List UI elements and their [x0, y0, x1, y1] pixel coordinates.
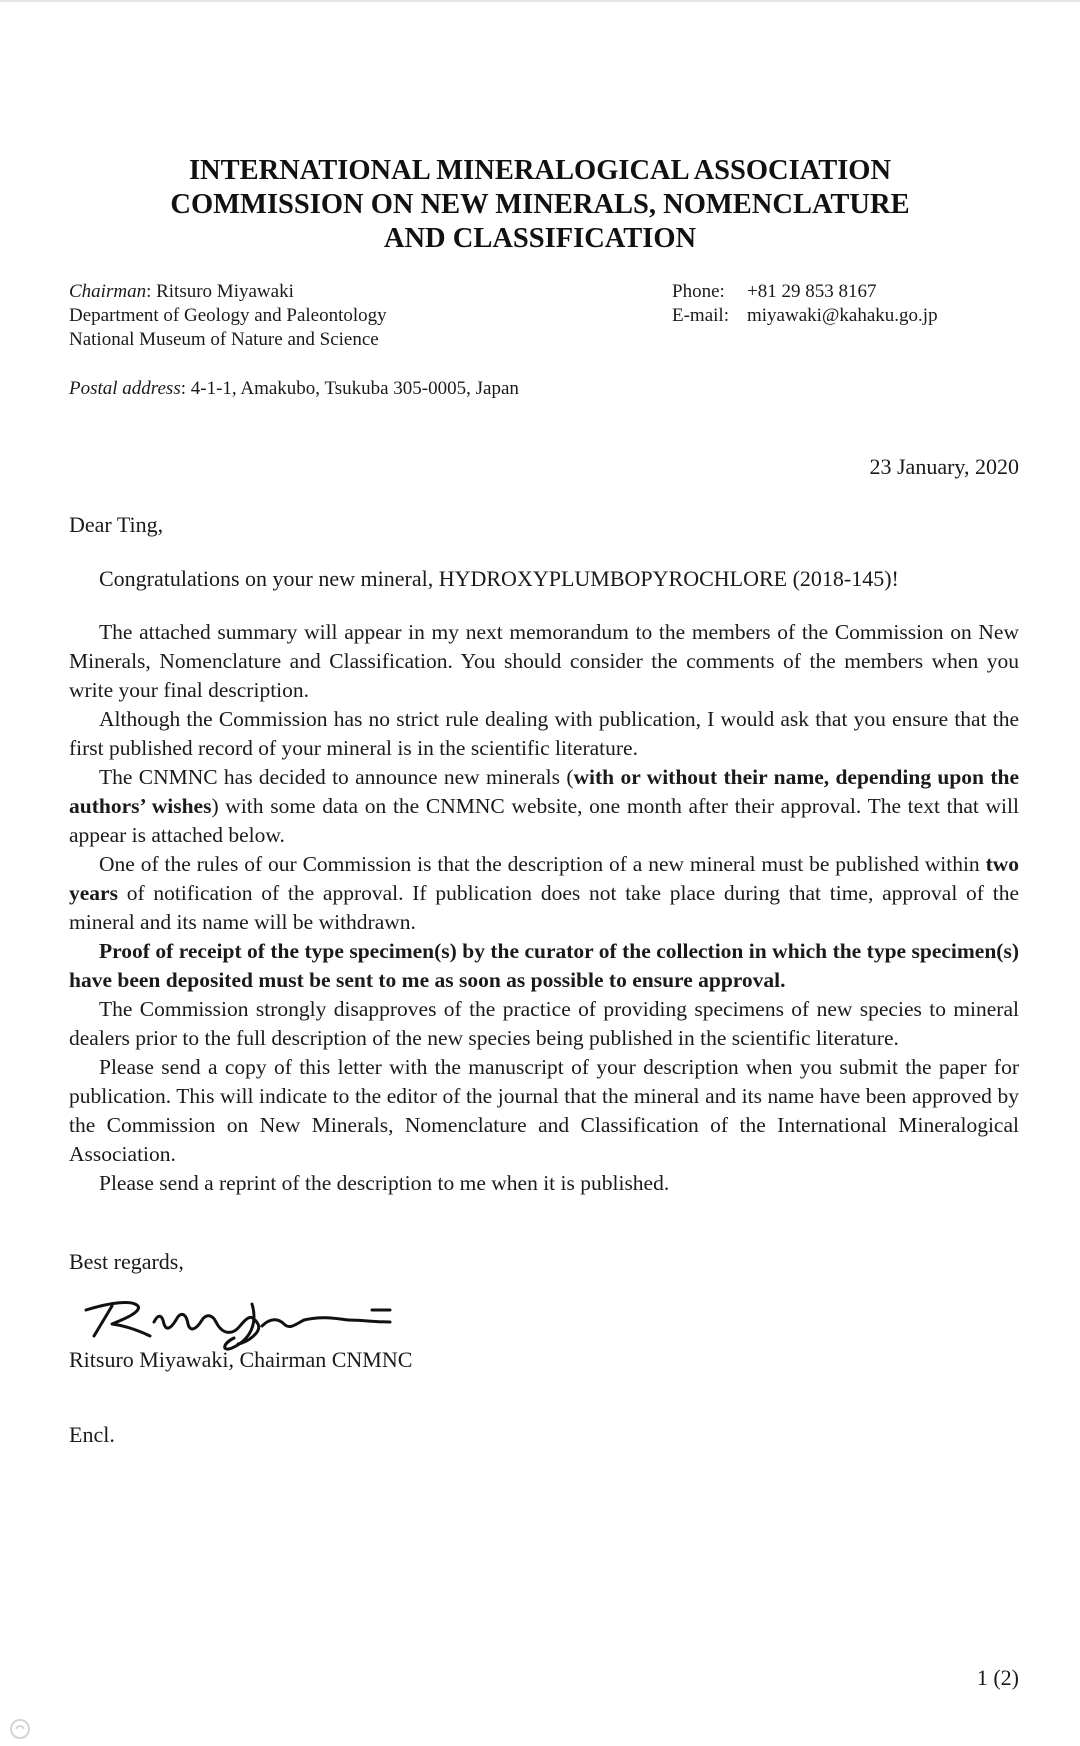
- p4-text-b: of notification of the approval. If publication does not take place during that time, approval of the mineral and its name will be withdrawn.: [69, 881, 1019, 934]
- department-line: Department of Geology and Paleontology: [69, 305, 387, 326]
- letter-date: 23 January, 2020: [869, 454, 1019, 479]
- paragraph-publication: Although the Commission has no strict rule dealing with publication, I would ask that you ensure that the first published record of your mineral is in the scientific literature.: [69, 707, 1019, 760]
- letterhead-line-1: INTERNATIONAL MINERALOGICAL ASSOCIATION: [188, 155, 892, 186]
- chairman-name: : Ritsuro Miyawaki: [146, 281, 294, 302]
- letterhead-line-2: COMMISSION ON NEW MINERALS, NOMENCLATURE: [170, 189, 910, 220]
- phone-line: [672, 280, 938, 304]
- paragraph-type-specimen: [69, 937, 1019, 995]
- letterhead-title: [0, 154, 1080, 256]
- paragraph-dealers: The Commission strongly disapproves of the practice of providing specimens of new species to mineral dealers prior to the full description of the new species being published in the scientific literature.: [69, 997, 1019, 1050]
- letter-body: [69, 618, 1019, 1198]
- postal-label: Postal address: [69, 378, 181, 399]
- page-edge: [0, 0, 1080, 2]
- signer-name: Ritsuro Miyawaki, Chairman CNMNC: [69, 1347, 413, 1372]
- paragraph-reprint: Please send a reprint of the description to me when it is published.: [99, 1171, 670, 1195]
- p4-text-a: One of the rules of our Commission is that the description of a new mineral must be published within: [99, 852, 986, 876]
- letterhead-line-3: AND CLASSIFICATION: [383, 223, 697, 254]
- p3-bold: with or without their name, depending upon the authors’ wishes: [69, 765, 1019, 818]
- p5-bold: Proof of receipt of the type specimen(s) by the curator of the collection in which the type specimen(s) have been deposited must be sent to me as soon as possible to ensure approval.: [69, 939, 1019, 992]
- congratulations-line: Congratulations on your new mineral, HYDROXYPLUMBOPYROCHLORE (2018-145)!: [99, 566, 899, 591]
- paragraph-summary: The attached summary will appear in my next memorandum to the members of the Commission on New Minerals, Nomenclature and Classification. You should consider the comments of the members when you write your final description.: [69, 620, 1019, 702]
- page-number: 1 (2): [976, 1665, 1019, 1690]
- contact-block-right: [672, 280, 938, 328]
- enclosure-note: Encl.: [69, 1422, 115, 1447]
- phone-number: +81 29 853 8167: [747, 281, 877, 302]
- p3-text-a: The CNMNC has decided to announce new minerals (: [99, 765, 574, 789]
- chairman-label: Chairman: [69, 281, 147, 302]
- email-line: [672, 304, 938, 328]
- postal-address: [69, 377, 519, 401]
- paragraph-copy-letter: Please send a copy of this letter with the manuscript of your description when you submit the paper for publication. This will indicate to the editor of the journal that the mineral and its name have been approved by the Commission on New Minerals, Nomenclature and Classification of the International Mineralogical Association.: [69, 1055, 1019, 1166]
- phone-label: Phone:: [672, 281, 725, 302]
- paragraph-website-announcement: [69, 763, 1019, 850]
- p4-bold: two years: [69, 852, 1019, 905]
- museum-line: National Museum of Nature and Science: [69, 329, 379, 350]
- watermark-logo: [8, 1716, 148, 1742]
- postal-value: : 4-1-1, Amakubo, Tsukuba 305-0005, Japan: [180, 378, 519, 399]
- chairman-line: [69, 280, 387, 304]
- email-address: miyawaki@kahaku.go.jp: [747, 305, 938, 326]
- contact-block-left: [69, 280, 387, 352]
- email-label: E-mail:: [672, 305, 729, 326]
- salutation: Dear Ting,: [69, 512, 164, 537]
- p3-text-b: ) with some data on the CNMNC website, one month after their approval. The text that will appear is attached below.: [69, 794, 1019, 847]
- closing: Best regards,: [69, 1249, 184, 1274]
- paragraph-two-years-rule: [69, 850, 1019, 937]
